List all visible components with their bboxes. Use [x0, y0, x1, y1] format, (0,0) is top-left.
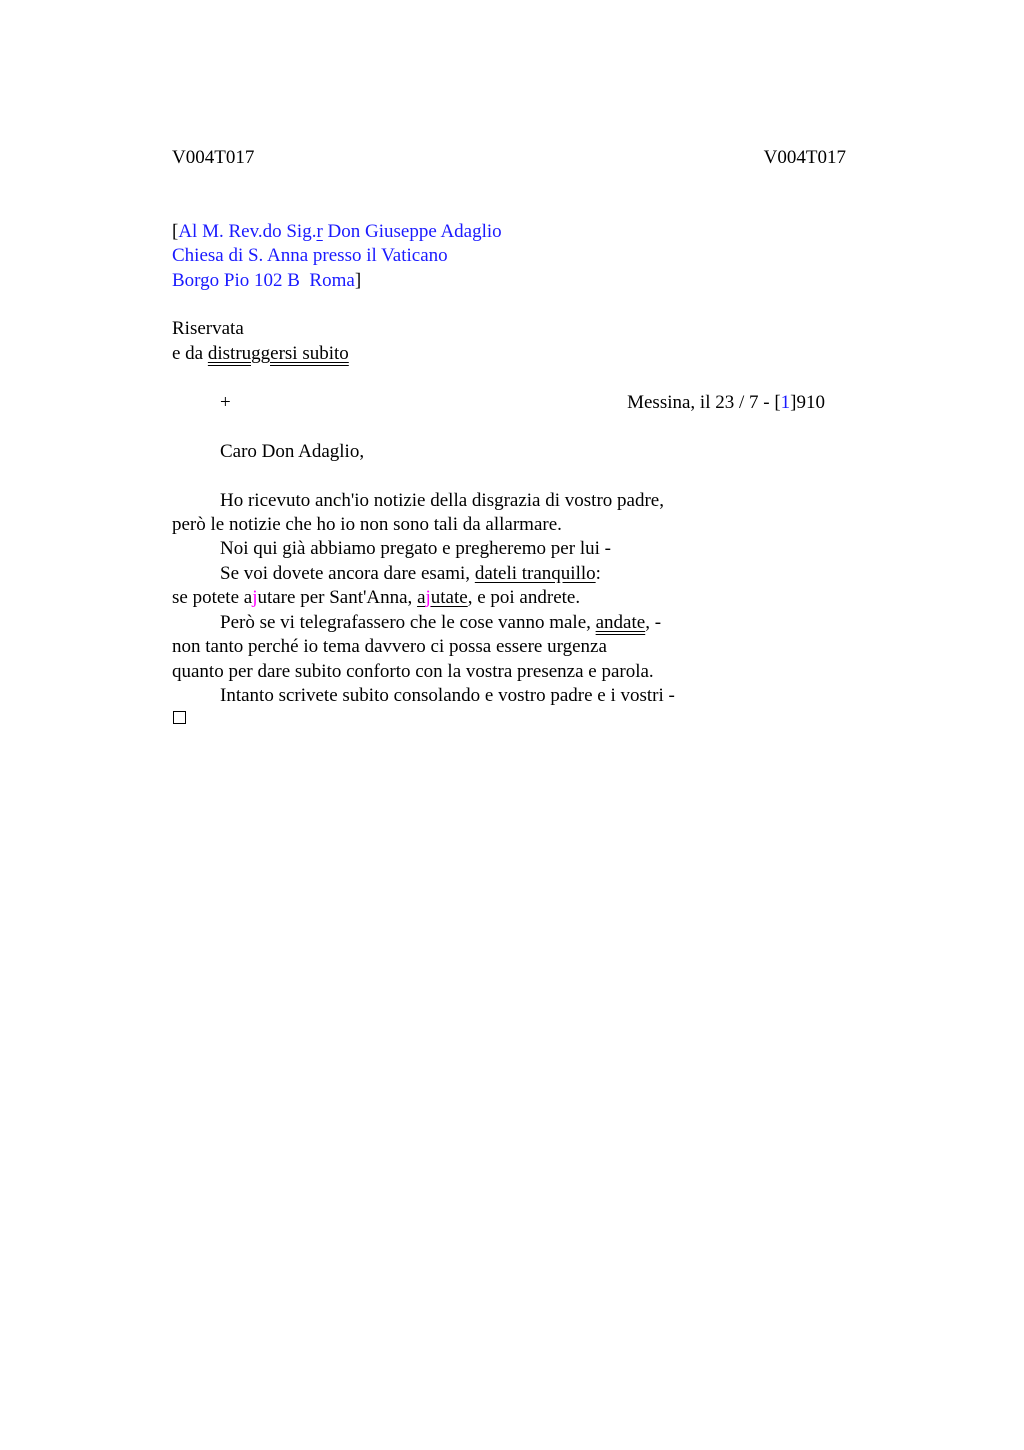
salutation: Caro Don Adaglio, [220, 441, 365, 462]
year-rest: 910 [796, 392, 825, 413]
body-line-6-underlined: andate [595, 612, 646, 633]
place-and-date [627, 391, 825, 415]
body-line-6-suffix: , - [645, 612, 662, 633]
address-line-3 [172, 269, 361, 293]
year-bracket-close: ] [790, 392, 797, 413]
body-line-5-c: a [417, 587, 426, 608]
body-line-5-underlined: utate [430, 587, 468, 608]
body-line-7: non tanto perché io tema davvero ci possa essere urgenza [172, 636, 607, 657]
body-line-3: Noi qui già abbiamo pregato e pregheremo per lui - [220, 538, 611, 559]
body-line-5-e: , e poi andrete. [467, 587, 581, 608]
body-line-5-a: se potete a [172, 587, 253, 608]
body-line-8: quanto per dare subito conforto con la vostra presenza e parola. [172, 661, 654, 682]
address-street: Borgo Pio 102 B Roma [172, 270, 355, 291]
note-destroy-underlined: distruggersi subito [207, 343, 349, 364]
address-line-1 [172, 220, 502, 244]
address-close-bracket: ] [354, 270, 362, 291]
address-line-2: Chiesa di S. Anna presso il Vaticano [172, 245, 448, 266]
body-line-1: Ho ricevuto anch'io notizie della disgrazia di vostro padre, [220, 490, 664, 511]
year-bracket-open: [ [774, 392, 781, 413]
address-superscript-r: r [316, 221, 323, 242]
place-date-prefix: Messina, il 23 / 7 - [627, 392, 775, 413]
address-recipient-title: Al M. Rev.do Sig. [178, 221, 317, 242]
body-line-5-b: utare per Sant'Anna, [257, 587, 418, 608]
body-line-4-prefix: Se voi dovete ancora dare esami, [220, 563, 475, 584]
note-destroy-prefix: e da [172, 343, 208, 364]
body-line-6-prefix: Però se vi telegrafassero che le cose vanno male, [220, 612, 596, 633]
correction-j-1: j [252, 587, 258, 608]
body-line-4-suffix: : [595, 563, 601, 584]
address-recipient-name: Don Giuseppe Adaglio [322, 221, 502, 242]
note-destroy [172, 342, 349, 366]
body-line-4 [220, 562, 601, 586]
correction-j-2: j [425, 587, 431, 608]
year-editorial-insert: 1 [780, 392, 791, 413]
body-line-5 [172, 586, 580, 610]
body-line-6 [220, 611, 661, 635]
cross-symbol: + [220, 392, 231, 413]
body-line-2: però le notizie che ho io non sono tali da allarmare. [172, 514, 562, 535]
body-line-9: Intanto scrivete subito consolando e vostro padre e i vostri - [220, 685, 675, 706]
body-line-4-underlined: dateli tranquillo [474, 563, 596, 584]
end-marker-box [173, 711, 186, 724]
document-code-right: V004T017 [763, 147, 846, 168]
document-code-left: V004T017 [172, 147, 255, 168]
note-reserved: Riservata [172, 318, 244, 339]
address-open-bracket: [ [172, 221, 179, 242]
